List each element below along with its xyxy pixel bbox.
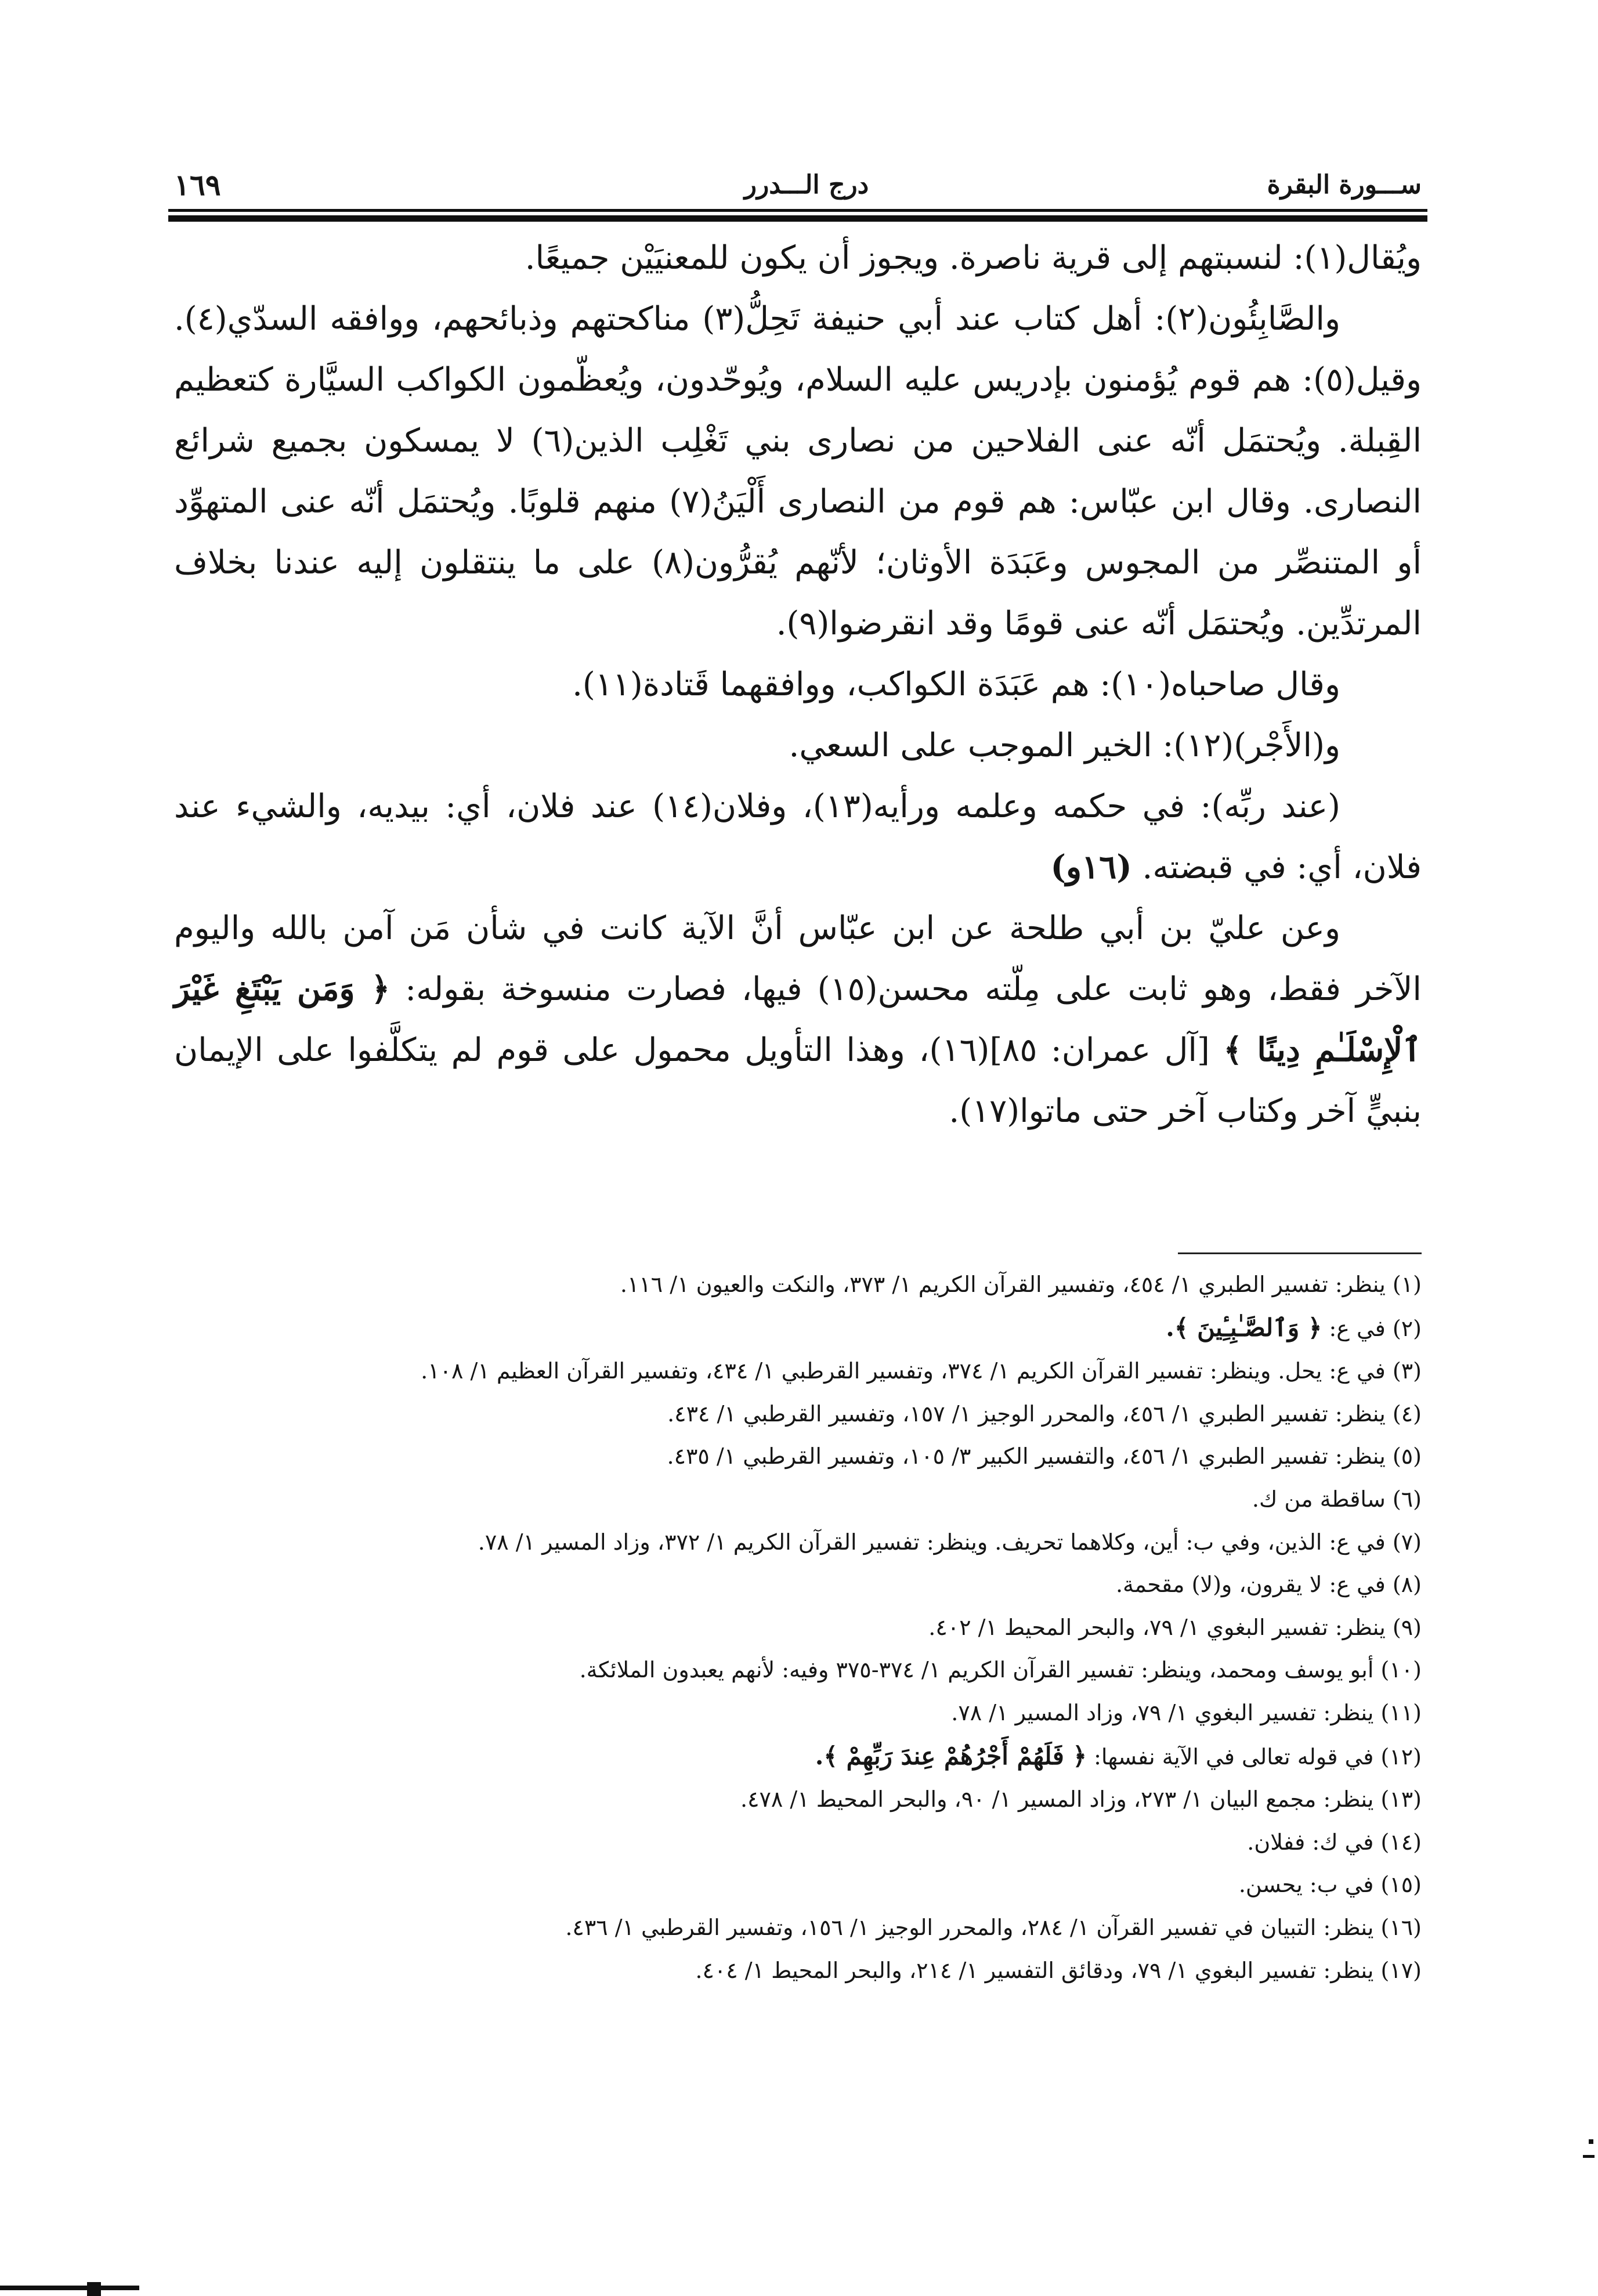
footnote: (٥) ينظر: تفسير الطبري ١/ ٤٥٦، والتفسير الكبير ٣/ ١٠٥، وتفسير القرطبي ١/ ٤٣٥. (667, 1443, 1422, 1470)
footnote: (١١) ينظر: تفسير البغوي ١/ ٧٩، وزاد المسير ١/ ٧٨. (951, 1699, 1422, 1725)
footnote (174, 1306, 1422, 1351)
main-text (174, 228, 1422, 1142)
footnote-separator (1178, 1252, 1422, 1254)
footnote: (١٦) ينظر: التبيان في تفسير القرآن ١/ ٢٨٤، والمحرر الوجيز ١/ ١٥٦، وتفسير القرطبي ١/ ٤٣٦. (565, 1914, 1422, 1940)
footnote (174, 1735, 1422, 1779)
scan-edge-stem (87, 2282, 101, 2296)
scan-edge-dash (1583, 2155, 1595, 2158)
header-rule (168, 209, 1427, 222)
paragraph-text: (عند ربِّه): في حكمه وعلمه ورأيه(١٣)، وفلان(١٤) عند فلان، أي: بيديه، والشيء عند فلان، أي: في قبضته. (174, 788, 1422, 886)
footnote: (٧) في ع: الذين، وفي ب: أين، وكلاهما تحريف. وينظر: تفسير القرآن الكريم ١/ ٣٧٢، وزاد المسير ١/ ٧٨. (478, 1529, 1422, 1555)
footnote: (١٥) في ب: يحسن. (1238, 1872, 1422, 1898)
paragraph (174, 776, 1422, 898)
paragraph: والصَّابِئُون(٢): أهل كتاب عند أبي حنيفة تَحِلُّ(٣) مناكحتهم وذبائحهم، ووافقه السدّي(٤). وقيل(٥): هم قوم يُؤمنون بإدريس عليه السلام، ويُوحّدون، ويُعظّمون الكواكب السيَّارة كتعظيم القِبلة. ويُحتمَل أنّه عنى الفلاحين من نصارى بني تَغْلِب الذين(٦) لا يمسكون بجميع شرائع النصارى. وقال ابن عبّاس: هم قوم من النصارى أَلْيَنُ(٧) منهم قلوبًا. ويُحتمَل أنّه عنى المتهوِّد أو المتنصِّر من المجوس وعَبَدَة الأوثان؛ لأنّهم يُقرُّون(٨) على ما ينتقلون إليه عندنا بخلاف المرتدِّين. ويُحتمَل أنّه عنى قومًا وقد انقرضوا(٩). (174, 300, 1422, 642)
page-header (168, 165, 1427, 211)
paragraph-text: وعن عليّ بن أبي طلحة عن ابن عبّاس أنَّ الآية كانت في شأن مَن آمن بالله واليوم الآخر فقط، وهو ثابت على مِلّته محسن(١٥) فيها، فصارت منسوخة بقوله: (174, 909, 1422, 1008)
paragraph (174, 898, 1422, 1142)
scan-edge-mark (0, 2274, 139, 2296)
footnotes (174, 1263, 1422, 1992)
footnote: (٤) ينظر: تفسير الطبري ١/ ٤٥٦، والمحرر الوجيز ١/ ١٥٧، وتفسير القرطبي ١/ ٤٣٤. (667, 1400, 1422, 1427)
paragraph: و(الأَجْر)(١٢): الخير الموجب على السعي. (789, 727, 1340, 764)
quran-verse: ﴿ وَٱلصَّـٰبِـِٔينَ ﴾. (1166, 1313, 1322, 1342)
scan-edge-bar (0, 2286, 139, 2290)
footnote: (٦) ساقطة من ك. (1252, 1486, 1422, 1512)
page-number: ١٦٩ (174, 168, 221, 202)
footnote: (٩) ينظر: تفسير البغوي ١/ ٧٩، والبحر المحيط ١/ ٤٠٢. (928, 1614, 1422, 1640)
surah-title: ســـورة البقرة (1267, 170, 1422, 200)
book-title: درج الـــدرر (744, 170, 869, 200)
quran-verse: ﴿ فَلَهُمْ أَجْرُهُمْ عِندَ رَبِّهِمْ ﴾. (815, 1741, 1087, 1770)
scan-edge-dot (1589, 2139, 1593, 2144)
paragraph: وقال صاحباه(١٠): هم عَبَدَة الكواكب، ووافقهما قَتادة(١١). (572, 666, 1340, 703)
footnote: (١٤) في ك: ففلان. (1247, 1829, 1422, 1855)
footnote: (١٧) ينظر: تفسير البغوي ١/ ٧٩، ودقائق التفسير ١/ ٢١٤، والبحر المحيط ١/ ٤٠٤. (695, 1957, 1422, 1983)
paragraph: ويُقال(١): لنسبتهم إلى قرية ناصرة. ويجوز أن يكون للمعنيَيْن جميعًا. (525, 239, 1422, 277)
footnote: (١٣) ينظر: مجمع البيان ١/ ٢٧٣، وزاد المسير ١/ ٩٠، والبحر المحيط ١/ ٤٧٨. (740, 1786, 1422, 1813)
footnote-text: (١٢) في قوله تعالى في الآية نفسها: (1094, 1743, 1422, 1770)
folio-marker: (١٦و) (1050, 848, 1132, 886)
footnote: (٣) في ع: يحل. وينظر: تفسير القرآن الكريم ١/ ٣٧٤، وتفسير القرطبي ١/ ٤٣٤، وتفسير القرآن العظيم ١/ ١٠٨. (421, 1358, 1422, 1384)
footnote: (١) ينظر: تفسير الطبري ١/ ٤٥٤، وتفسير القرآن الكريم ١/ ٣٧٣، والنكت والعيون ١/ ١١٦. (620, 1272, 1422, 1297)
quran-verse: ﴿ وَمَن يَبْتَغِ غَيْرَ ٱلْإِسْلَـٰمِ دِينًا ﴾ (174, 970, 1422, 1069)
footnote-text: (٢) في ع: (1329, 1315, 1422, 1341)
footnote: (١٠) أبو يوسف ومحمد، وينظر: تفسير القرآن الكريم ١/ ٣٧٤-٣٧٥ وفيه: لأنهم يعبدون الملائكة. (579, 1657, 1422, 1683)
footnote: (٨) في ع: لا يقرون، و(لا) مقحمة. (1115, 1572, 1422, 1598)
paragraph-text: [آل عمران: ٨٥](١٦)، وهذا التأويل محمول على قوم لم يتكلَّفوا على الإيمان بنبيٍّ آخر وكتاب آخر حتى ماتوا(١٧). (174, 1031, 1422, 1130)
